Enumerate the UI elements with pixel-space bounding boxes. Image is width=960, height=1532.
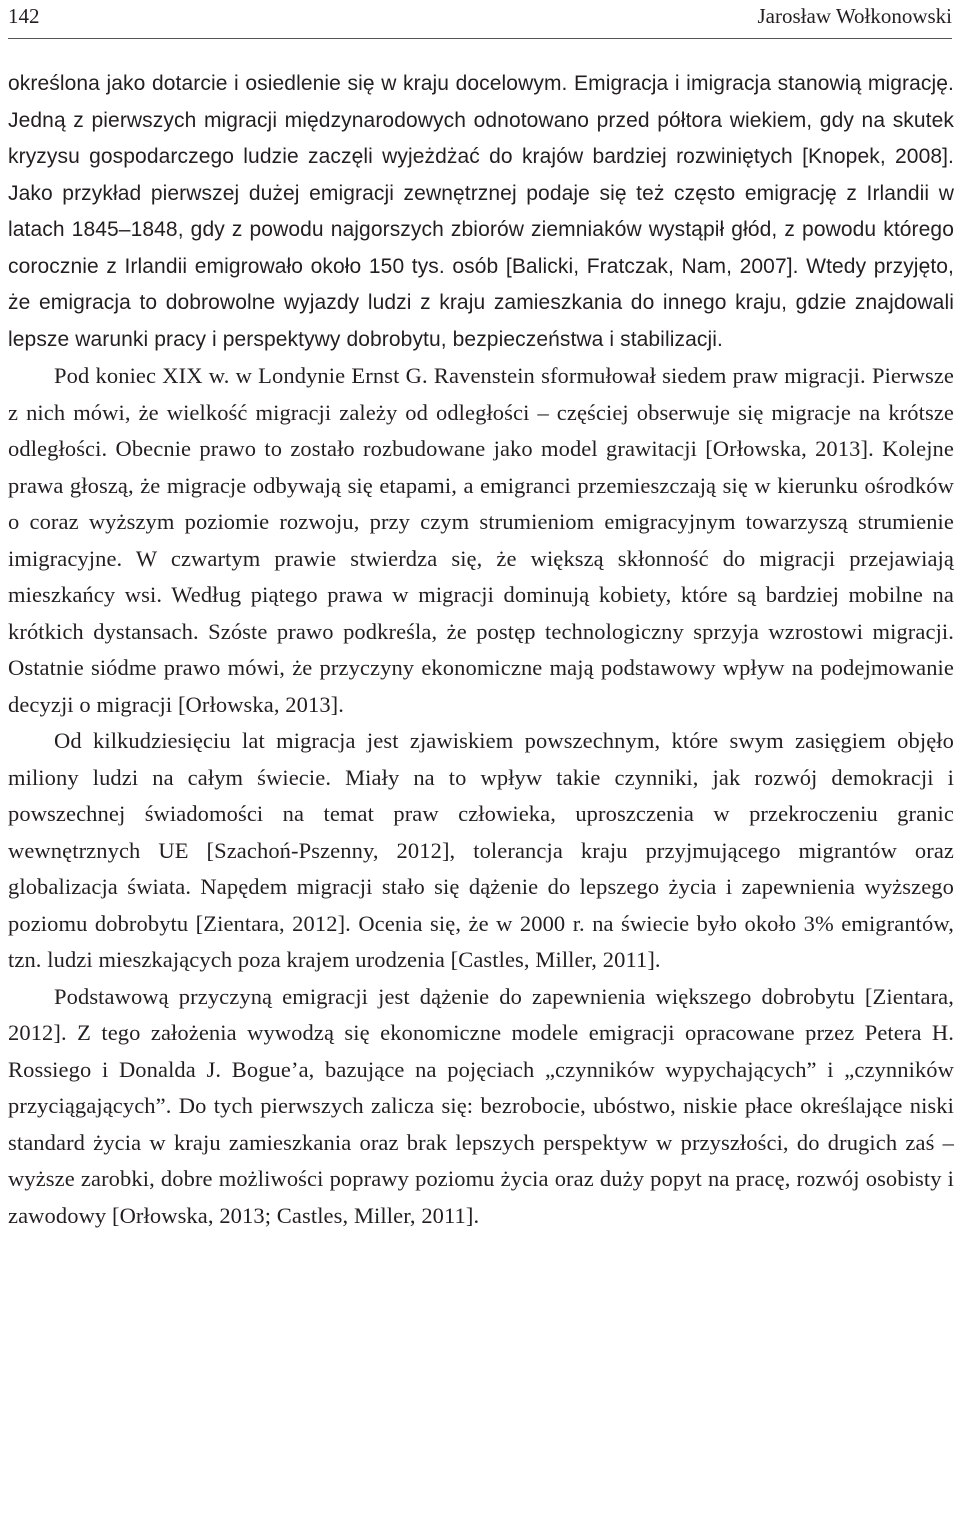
paragraph-global-migration: Od kilkudziesięciu lat migracja jest zjawiskiem powszechnym, które swym zasięgiem objęło miliony ludzi na całym świecie. Miały na to wpływ takie czynniki, jak rozwój demokracji i powszechnej świadomości na temat praw człowieka, uproszczenia w przekroczeniu granic wewnętrznych UE [Szachoń-Pszenny, 2012], tolerancja kraju przyjmującego migrantów oraz globalizacja świata. Napędem migracji stało się dążenie do lepszego życia i zapewnienia wyższego poziomu dobrobytu [Zientara, 2012]. Ocenia się, że w 2000 r. na świecie było około 3% emigrantów, tzn. ludzi mieszkających poza krajem urodzenia [Castles, Miller, 2011]. bbox=[8, 728, 954, 972]
page-number: 142 bbox=[8, 4, 40, 28]
body-text bbox=[8, 66, 954, 1234]
paragraph-ravenstein-laws: Pod koniec XIX w. w Londynie Ernst G. Ravenstein sformułował siedem praw migracji. Pierwsze z nich mówi, że wielkość migracji zależy od odległości – częściej obserwuje się migracje na krótsze odległości. Obecnie prawo to zostało rozbudowane jako model grawitacji [Orłowska, 2013]. Kolejne prawa głoszą, że migracje odbywają się etapami, a emigranci przemieszczają się w kierunku ośrodków o coraz wyższym poziomie rozwoju, przy czym strumieniom emigracyjnym towarzyszą strumienie imigracyjne. W czwartym prawie stwierdza się, że większą skłonność do migracji przejawiają mieszkańcy wsi. Według piątego prawa w migracji dominują kobiety, które są bardziej mobilne na krótkich dystansach. Szóste prawo podkreśla, że postęp technologiczny sprzyja wzrostowi migracji. Ostatnie siódme prawo mówi, że przyczyny ekonomiczne mają podstawowy wpływ na podejmowanie decyzji o migracji [Orłowska, 2013]. bbox=[8, 363, 954, 717]
paragraph-emigration-history: określona jako dotarcie i osiedlenie się w kraju docelowym. Emigracja i imigracja stanowią migrację. Jedną z pierwszych migracji międzynarodowych odnotowano przed półtora wiekiem, gdy na skutek kryzysu gospodarczego ludzie zaczęli wyjeżdżać do krajów bardziej rozwiniętych [Knopek, 2008]. Jako przykład pierwszej dużej emigracji zewnętrznej podaje się też często emigrację z Irlandii w latach 1845–1848, gdy z powodu najgorszych zbiorów ziemniaków wystąpił głód, z powodu którego corocznie z Irlandii emigrowało około 150 tys. osób [Balicki, Fratczak, Nam, 2007]. Wtedy przyjęto, że emigracja to dobrowolne wyjazdy ludzi z kraju zamieszkania do innego kraju, gdzie znajdowali lepsze warunki pracy i perspektywy dobrobytu, bezpieczeństwa i stabilizacji. bbox=[8, 72, 954, 351]
running-head-author: Jarosław Wołkonowski bbox=[757, 4, 952, 28]
paragraph-push-pull-factors: Podstawową przyczyną emigracji jest dążenie do zapewnienia większego dobrobytu [Zientara, 2012]. Z tego założenia wywodzą się ekonomiczne modele emigracji opracowane przez Petera H. Rossiego i Donalda J. Bogue’a, bazujące na pojęciach „czynników wypychających” i „czynników przyciągających”. Do tych pierwszych zalicza się: bezrobocie, ubóstwo, niskie płace określające niski standard życia w kraju zamieszkania oraz brak lepszych perspektyw w przyszłości, do drugich zaś – wyższe zarobki, dobre możliwości poprawy poziomu życia oraz duży popyt na pracę, rozwój osobisty i zawodowy [Orłowska, 2013; Castles, Miller, 2011]. bbox=[8, 983, 954, 1228]
page-header bbox=[8, 0, 952, 39]
